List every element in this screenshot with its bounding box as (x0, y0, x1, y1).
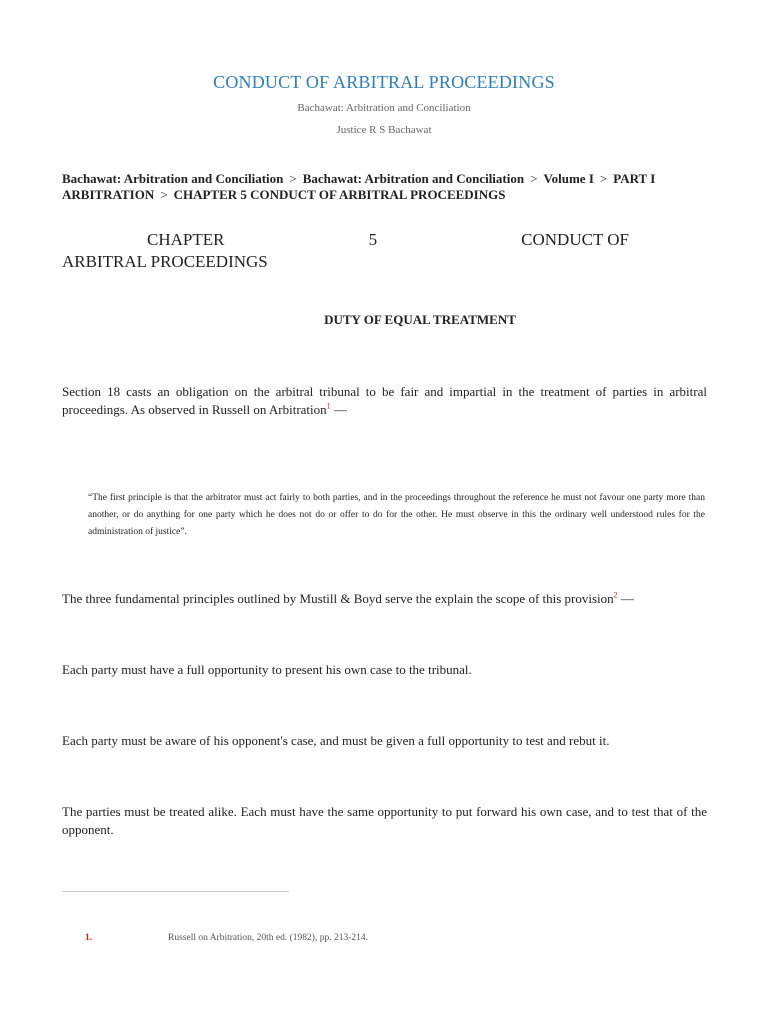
paragraph-principle-2: Each party must be aware of his opponent's case, and must be given a full opportunity to test and rebut it. (62, 733, 610, 748)
chapter-title-part1: CONDUCT OF (521, 230, 629, 249)
footnote-ref-2[interactable]: 2 (613, 590, 618, 600)
footnote-text: Russell on Arbitration, 20th ed. (1982), pp. 213-214. (168, 933, 369, 943)
breadcrumb-item-part[interactable]: PART I ARBITRATION (62, 171, 656, 202)
breadcrumb-item-book[interactable]: Bachawat: Arbitration and Conciliation (62, 171, 284, 186)
page-title: CONDUCT OF ARBITRAL PROCEEDINGS (213, 72, 555, 92)
chapter-word: CHAPTER (147, 230, 225, 249)
book-title: Bachawat: Arbitration and Conciliation (297, 102, 471, 114)
chapter-title-part2: ARBITRAL PROCEEDINGS (62, 252, 268, 271)
footnote-divider (62, 891, 289, 892)
footnote-ref-1[interactable]: 1 (326, 401, 331, 411)
breadcrumb-item-book-2[interactable]: Bachawat: Arbitration and Conciliation (302, 171, 525, 186)
breadcrumb-separator: > (160, 187, 168, 202)
paragraph-text: Section 18 casts an obligation on the arbitral tribunal to be fair and impartial in the treatment of parties in arbitral proceedings. As observed in Russell on Arbitration (62, 384, 707, 417)
paragraph-section-18 (62, 383, 707, 419)
section-heading: DUTY OF EQUAL TREATMENT (324, 312, 516, 327)
author-name: Justice R S Bachawat (336, 124, 432, 136)
paragraph-tail: — (617, 591, 634, 606)
breadcrumb (62, 171, 707, 203)
breadcrumb-separator: > (289, 171, 297, 186)
paragraph-tail: — (330, 402, 347, 417)
breadcrumb-separator: > (599, 171, 608, 186)
breadcrumb-item-volume[interactable]: Volume I (543, 171, 594, 186)
breadcrumb-separator: > (530, 171, 538, 186)
paragraph-text: The three fundamental principles outlined by Mustill & Boyd serve the explain the scope of this provision (62, 591, 614, 606)
block-quote: “The first principle is that the arbitrator must act fairly to both parties, and in the proceedings throughout the reference he must not favour one party more than another, or do anything for one party which he does not do or offer to do for the other. He must observe in this the ordinary well understood rules for the administration of justice”. (88, 493, 705, 537)
footnote-number[interactable]: 1. (85, 933, 93, 943)
paragraph-principle-1: Each party must have a full opportunity to present his own case to the tribunal. (62, 662, 472, 677)
paragraph-principles (62, 590, 707, 608)
breadcrumb-item-chapter[interactable]: CHAPTER 5 CONDUCT OF ARBITRAL PROCEEDINGS (173, 187, 506, 202)
paragraph-principle-3: The parties must be treated alike. Each must have the same opportunity to put forward his own case, and to test that of the opponent. (62, 804, 707, 837)
chapter-number: 5 (368, 230, 378, 249)
chapter-heading (62, 229, 707, 273)
